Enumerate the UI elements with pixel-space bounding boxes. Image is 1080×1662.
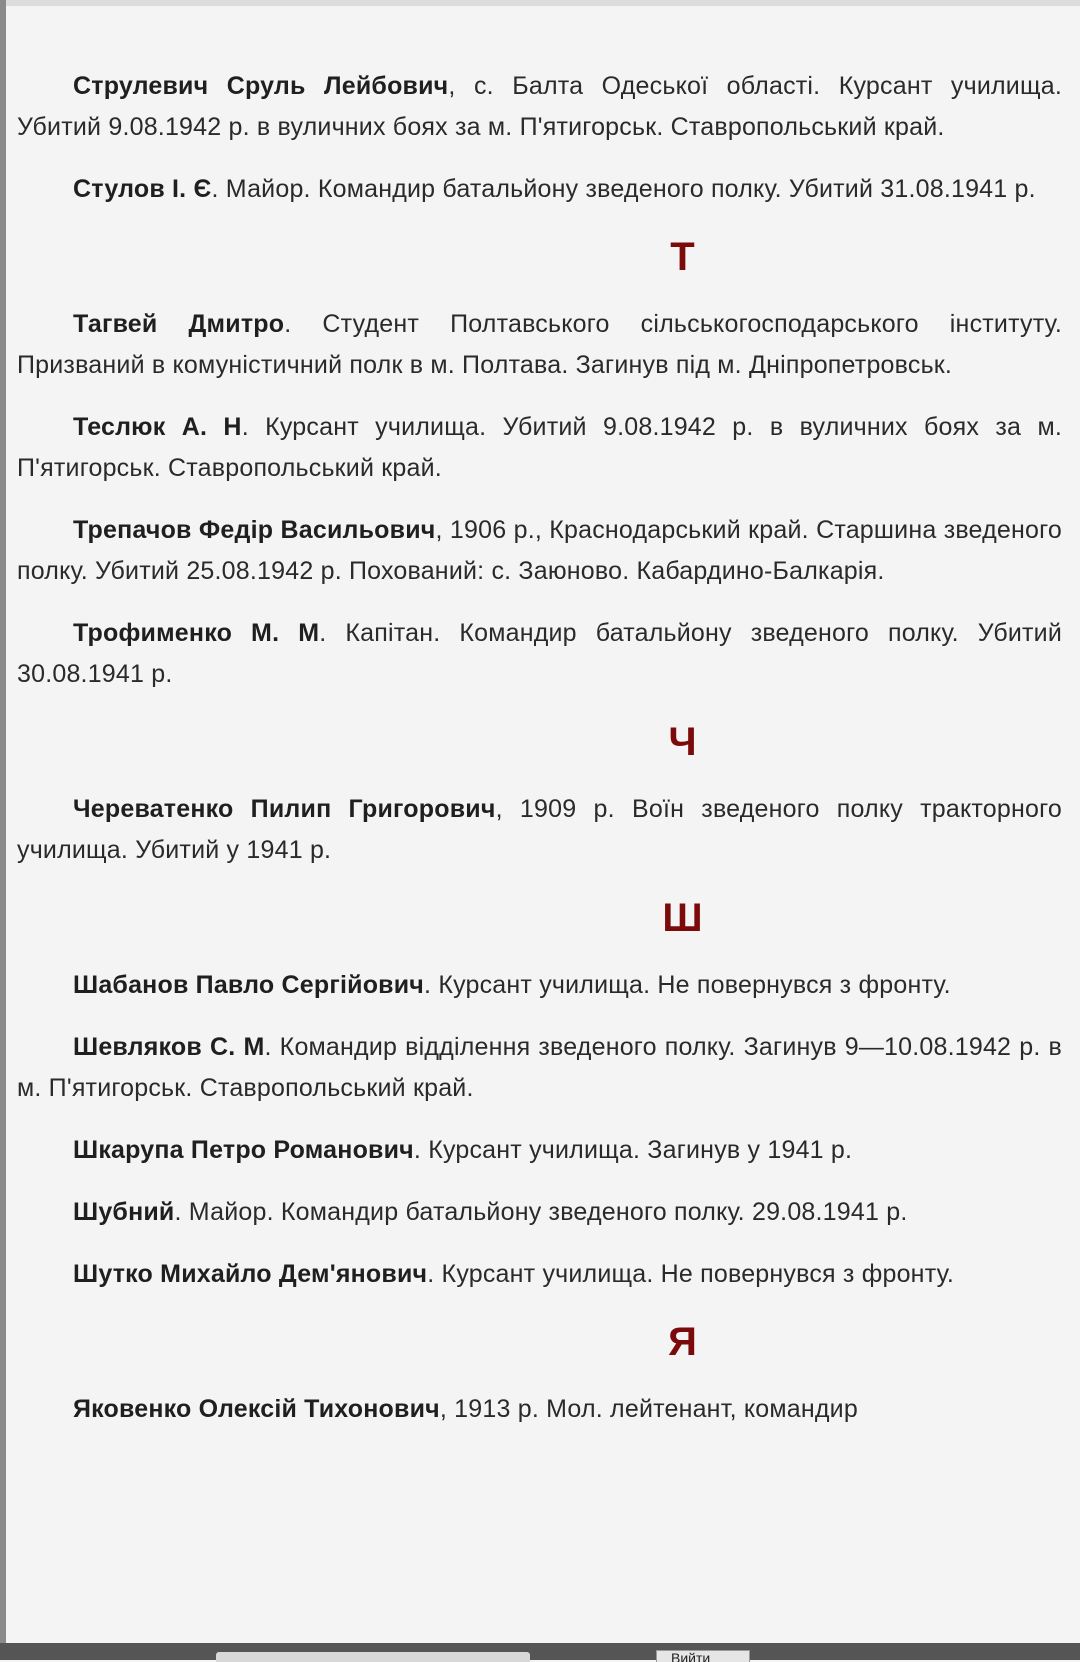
entry-shkarupa bbox=[17, 1130, 1062, 1171]
entry-name: Стулов І. Є bbox=[73, 175, 212, 203]
entry-cherevatenko bbox=[17, 789, 1062, 871]
entry-name: Теслюк А. Н bbox=[73, 413, 242, 441]
section-letter-sh: Ш bbox=[662, 896, 703, 940]
entry-yakovenko bbox=[17, 1389, 1062, 1430]
entry-text: , 1913 р. Мол. лейтенант, командир bbox=[439, 1395, 858, 1423]
entry-name: Шутко Михайло Дем'янович bbox=[73, 1260, 428, 1288]
entry-shabanov bbox=[17, 965, 1062, 1006]
entry-name: Череватенко Пилип Григорович bbox=[73, 795, 496, 823]
entry-text: , 1909 р. Воїн зведеного полку тракторного училища. Убитий у 1941 р. bbox=[17, 795, 1062, 864]
left-border bbox=[0, 0, 6, 1660]
entry-stulov bbox=[17, 169, 1062, 210]
bottom-input-field[interactable] bbox=[216, 1652, 530, 1662]
entry-text: . Курсант училища. Не повернувся з фронту. bbox=[424, 971, 951, 999]
exit-button[interactable]: Вийти bbox=[656, 1650, 750, 1662]
entry-text: , с. Балта Одеської області. Курсант училища. Убитий 9.08.1942 р. в вуличних боях за м. П'ятигорськ. Ставропольський край. bbox=[17, 72, 1062, 141]
entry-shubnyi bbox=[17, 1192, 1062, 1233]
entry-trepachov bbox=[17, 510, 1062, 592]
section-letter-ch: Ч bbox=[668, 720, 697, 764]
entry-name: Шевляков С. М bbox=[73, 1033, 265, 1061]
entry-name: Шкарупа Петро Романович bbox=[73, 1136, 414, 1164]
bottom-toolbar bbox=[0, 1643, 1080, 1660]
entry-trofymenko bbox=[17, 613, 1062, 695]
entry-name: Тагвей Дмитро bbox=[73, 310, 285, 338]
entry-name: Трепачов Федір Васильович bbox=[73, 516, 436, 544]
entry-strulevych bbox=[17, 66, 1062, 148]
entry-name: Струлевич Сруль Лейбович bbox=[73, 72, 449, 100]
entry-shevliakov bbox=[17, 1027, 1062, 1109]
entry-name: Яковенко Олексій Тихонович bbox=[73, 1395, 440, 1423]
entry-tesliuk bbox=[17, 407, 1062, 489]
top-scroll-edge bbox=[6, 0, 1080, 6]
entry-text: . Командир відділення зведеного полку. Загинув 9—10.08.1942 р. в м. П'ятигорськ. Ставропольський край. bbox=[17, 1033, 1062, 1102]
entry-text: . Майор. Командир батальйону зведеного полку. 29.08.1941 р. bbox=[174, 1198, 908, 1226]
entry-name: Трофименко М. М bbox=[73, 619, 320, 647]
entry-name: Шубний bbox=[73, 1198, 175, 1226]
section-letter-t: Т bbox=[670, 235, 695, 279]
entry-shutko bbox=[17, 1254, 1062, 1295]
entry-text: , 1906 р., Краснодарський край. Старшина зведеного полку. Убитий 25.08.1942 р. Похований: с. Заюново. Кабардино-Балкарія. bbox=[17, 516, 1062, 585]
document-body bbox=[17, 66, 1062, 1451]
entry-tahvei bbox=[17, 304, 1062, 386]
entry-text: . Курсант училища. Загинув у 1941 р. bbox=[413, 1136, 853, 1164]
entry-text: . Студент Полтавського сільськогосподарського інституту. Призваний в комуністичний полк в м. Полтава. Загинув під м. Дніпропетровськ. bbox=[17, 310, 1062, 379]
section-letter-ya: Я bbox=[668, 1320, 697, 1364]
entry-text: . Курсант училища. Убитий 9.08.1942 р. в вуличних боях за м. П'ятигорськ. Ставропольський край. bbox=[17, 413, 1062, 482]
entry-text: . Капітан. Командир батальйону зведеного полку. Убитий 30.08.1941 р. bbox=[17, 619, 1062, 688]
entry-text: . Курсант училища. Не повернувся з фронту. bbox=[427, 1260, 954, 1288]
entry-name: Шабанов Павло Сергійович bbox=[73, 971, 425, 999]
entry-text: . Майор. Командир батальйону зведеного полку. Убитий 31.08.1941 р. bbox=[211, 175, 1036, 203]
